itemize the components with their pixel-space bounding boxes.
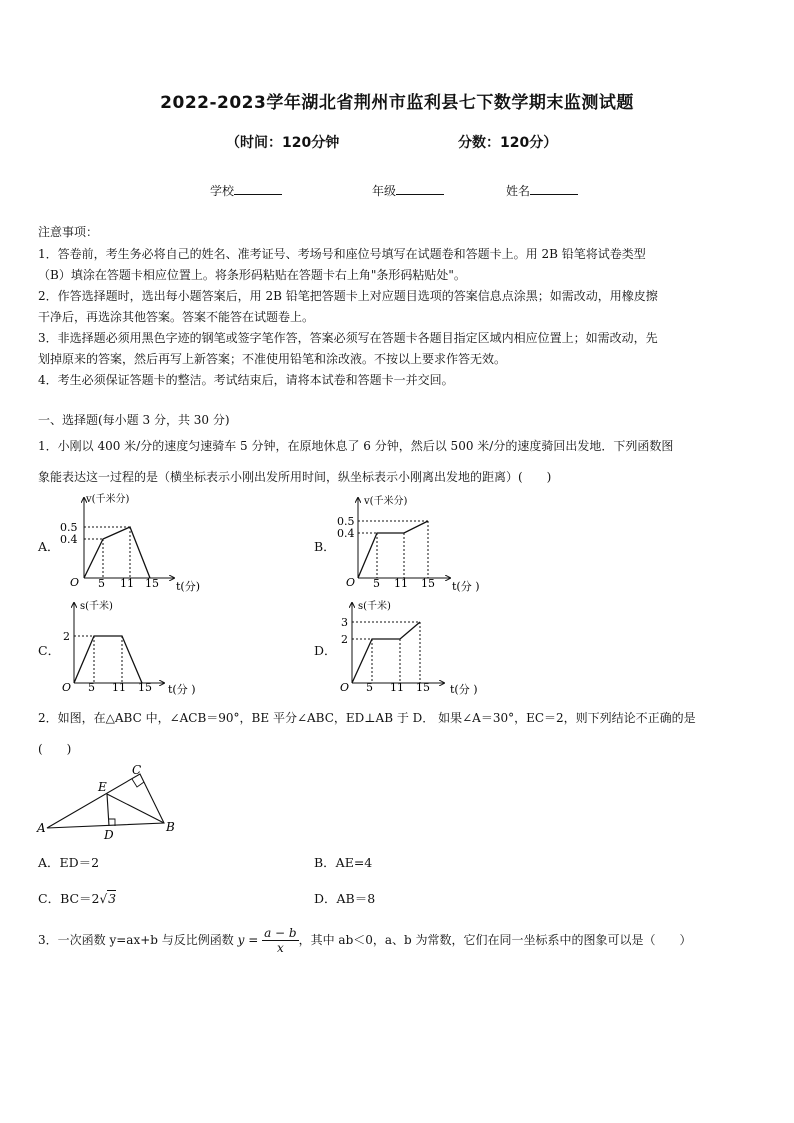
tick-label: 5 xyxy=(366,681,373,694)
tick-label: 2 xyxy=(63,630,70,643)
tick-label: 15 xyxy=(145,577,159,590)
grade-field xyxy=(372,182,444,199)
label-c: C xyxy=(132,763,142,777)
x-axis-label: t(分 ) xyxy=(452,580,480,593)
exam-score: 分数：120分） xyxy=(458,135,558,151)
section-heading: 一、选择题(每小题 3 分，共 30 分) xyxy=(38,413,230,427)
notice-line: （B）填涂在答题卡相应位置上。将条形码粘贴在答题卡右上角"条形码粘贴处"。 xyxy=(38,268,466,282)
q1-graph-a xyxy=(56,490,216,598)
y-axis-label: s(千米) xyxy=(80,601,113,612)
tick-label: 3 xyxy=(341,616,348,629)
question-3-prefix: 3．一次函数 y=ax+b 与反比例函数 xyxy=(38,933,234,947)
right-angle-mark-c xyxy=(132,779,144,787)
q2-option-d: D．AB＝8 xyxy=(314,891,376,906)
name-label: 姓名 xyxy=(506,184,531,198)
graph-curve xyxy=(352,622,420,683)
question-3-y-eq: y = xyxy=(237,933,259,947)
segment-be xyxy=(107,794,164,823)
tick-label: 15 xyxy=(421,577,435,590)
origin-label: O xyxy=(346,576,356,589)
origin-label: O xyxy=(62,681,72,694)
fraction xyxy=(262,926,299,955)
fraction-denominator: x xyxy=(276,941,284,955)
tick-label: 2 xyxy=(341,633,348,646)
notice-line: 干净后，再选涂其他答案。答案不能答在试题卷上。 xyxy=(38,310,315,324)
y-axis-label: v(千米分) xyxy=(364,496,408,507)
q1-graph-c xyxy=(56,595,216,701)
notice-line: 4．考生必须保证答题卡的整洁。考试结束后，请将本试卷和答题卡一并交回。 xyxy=(38,373,454,387)
school-label: 学校 xyxy=(210,184,235,198)
notice-line: 1．答卷前，考生务必将自己的姓名、准考证号、考场号和座位号填写在试题卷和答题卡上。用 2B 铅笔将试卷类型 xyxy=(38,247,646,261)
tick-label: 15 xyxy=(138,681,152,694)
label-b: B xyxy=(166,820,175,834)
tick-label: 0.5 xyxy=(337,515,355,528)
q2-option-b: B．AE=4 xyxy=(314,855,373,870)
segment-ed xyxy=(107,794,109,826)
tick-label: 11 xyxy=(112,681,126,694)
notice-line: 划掉原来的答案，然后再写上新答案；不准使用铅笔和涂改液。不按以上要求作答无效。 xyxy=(38,352,507,366)
label-d: D xyxy=(104,828,114,842)
question-3-suffix: ，其中 ab＜0，a、b 为常数，它们在同一坐标系中的图象可以是（ ） xyxy=(298,933,692,947)
x-axis-label: t(分) xyxy=(176,580,201,593)
q1-option-d-label: D． xyxy=(314,643,337,658)
graph-curve xyxy=(84,527,150,578)
question-2-line-1: 2．如图，在△ABC 中，∠ACB＝90°，BE 平分∠ABC，ED⊥AB 于 D． 如果∠A＝30°，EC＝2，则下列结论不正确的是 xyxy=(38,711,696,725)
origin-label: O xyxy=(340,681,350,694)
notice-line: 2．作答选择题时，选出每小题答案后，用 2B 铅笔把答题卡上对应题目选项的答案信息点涂黑；如需改动，用橡皮擦 xyxy=(38,289,658,303)
tick-label: 15 xyxy=(416,681,430,694)
grade-blank xyxy=(396,182,444,195)
origin-label: O xyxy=(70,576,80,589)
graph-curve xyxy=(74,636,142,683)
x-axis-label: t(分 ) xyxy=(168,683,196,696)
school-blank xyxy=(234,182,282,195)
grade-label: 年级 xyxy=(372,184,397,198)
tick-label: 11 xyxy=(390,681,404,694)
sqrt-symbol: √ xyxy=(99,892,108,906)
q1-option-c-label: C． xyxy=(38,643,61,658)
x-axis-label: t(分 ) xyxy=(450,683,478,696)
q1-option-a-label: A． xyxy=(38,539,60,554)
q1-option-b-label: B． xyxy=(314,539,336,554)
label-a: A xyxy=(37,821,46,835)
question-1-line-2: 象能表达这一过程的是（横坐标表示小刚出发所用时间，纵坐标表示小刚离出发地的距离）( ) xyxy=(38,470,552,484)
label-e: E xyxy=(98,780,107,794)
name-field xyxy=(506,182,578,199)
q2-option-a: A．ED＝2 xyxy=(38,855,100,870)
name-blank xyxy=(530,182,578,195)
question-3 xyxy=(38,920,692,960)
q2-triangle-figure xyxy=(34,760,184,842)
graph-curve xyxy=(358,521,428,578)
exam-time: （时间：120分钟 xyxy=(226,135,340,151)
notice-heading: 注意事项： xyxy=(38,225,99,239)
q2-option-c-text: C．BC＝2 xyxy=(38,891,100,906)
y-axis-label: s(千米) xyxy=(358,601,391,612)
tick-label: 0.4 xyxy=(60,533,78,546)
question-1-line-1: 1．小刚以 400 米/分的速度匀速骑车 5 分钟，在原地休息了 6 分钟，然后以 500 米/分的速度骑回出发地．下列函数图 xyxy=(38,439,674,453)
tick-label: 5 xyxy=(98,577,105,590)
q1-graph-d xyxy=(334,595,504,701)
tick-label: 11 xyxy=(120,577,134,590)
notice-line: 3．非选择题必须用黑色字迹的钢笔或签字笔作答，答案必须写在答题卡各题目指定区域内相应位置上；如需改动，先 xyxy=(38,331,658,345)
tick-label: 0.5 xyxy=(60,521,78,534)
tick-label: 5 xyxy=(373,577,380,590)
tick-label: 0.4 xyxy=(337,527,355,540)
tick-label: 5 xyxy=(88,681,95,694)
tick-label: 11 xyxy=(394,577,408,590)
school-field xyxy=(210,182,282,199)
page-title: 2022-2023学年湖北省荆州市监利县七下数学期末监测试题 xyxy=(160,93,634,113)
sqrt-radicand: 3 xyxy=(108,891,117,906)
q2-option-c xyxy=(38,889,116,907)
question-2-line-2: ( ) xyxy=(38,742,72,756)
y-axis-label: v(千米分) xyxy=(86,494,130,505)
q1-graph-b xyxy=(334,490,504,598)
fraction-numerator: a − b xyxy=(264,926,297,940)
